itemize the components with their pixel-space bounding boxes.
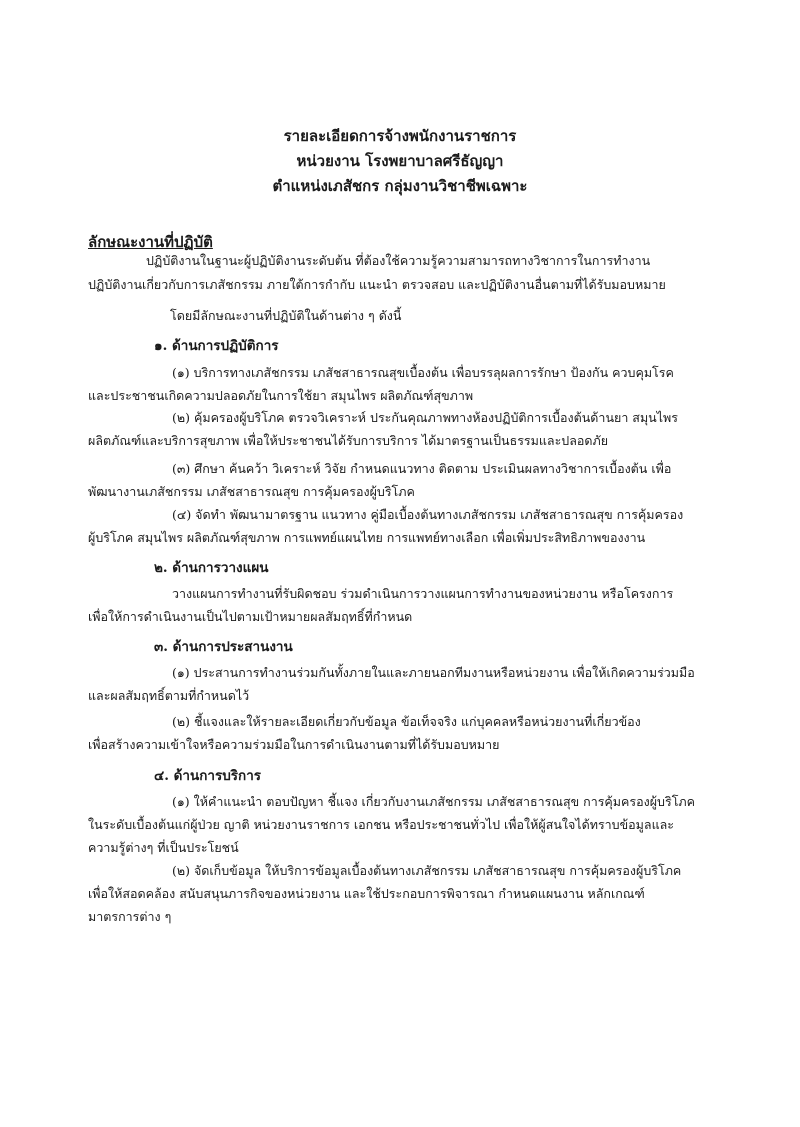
section-1-line: พัฒนางานเภสัชกรรม เภสัชสาธารณสุข การคุ้มครองผู้บริโภค xyxy=(88,484,415,499)
section-3-line: เพื่อสร้างความเข้าใจหรือความร่วมมือในการดำเนินงานตามที่ได้รับมอบหมาย xyxy=(88,737,500,752)
title-line-2: หน่วยงาน โรงพยาบาลศรีธัญญา xyxy=(296,152,504,170)
section-1-line: ผลิตภัณฑ์และบริการสุขภาพ เพื่อให้ประชาชนได้รับการบริการ ได้มาตรฐานเป็นธรรมและปลอดภัย xyxy=(88,433,609,448)
title-line-1: รายละเอียดการจ้างพนักงานราชการ xyxy=(283,127,517,145)
section-4-line: ความรู้ต่างๆ ที่เป็นประโยชน์ xyxy=(88,840,239,855)
section-4-line: ในระดับเบื้องต้นแก่ผู้ป่วย ญาติ หน่วยงานราชการ เอกชน หรือประชาชนทั่วไป เพื่อให้ผู้สนใจได้ทราบข้อมูลและ xyxy=(88,817,674,832)
section-1-heading: ๑. ด้านการปฏิบัติการ xyxy=(154,338,279,354)
intro-line-2: ปฏิบัติงานเกี่ยวกับการเภสัชกรรม ภายใต้การกำกับ แนะนำ ตรวจสอบ และปฏิบัติงานอื่นตามที่ได้รับมอบหมาย xyxy=(88,277,666,292)
section-4-heading: ๔. ด้านการบริการ xyxy=(154,768,262,784)
intro-line-3: โดยมีลักษณะงานที่ปฏิบัติในด้านต่าง ๆ ดังนี้ xyxy=(170,308,402,323)
section-2-heading: ๒. ด้านการวางแผน xyxy=(154,560,269,576)
intro-line-1: ปฏิบัติงานในฐานะผู้ปฏิบัติงานระดับต้น ที่ต้องใช้ความรู้ความสามารถทางวิชาการในการทำงาน xyxy=(146,253,651,268)
section-1-line: และประชาชนเกิดความปลอดภัยในการใช้ยา สมุนไพร ผลิตภัณฑ์สุขภาพ xyxy=(88,388,474,403)
section-3-line: (๒) ชี้แจงและให้รายละเอียดเกี่ยวกับข้อมูล ข้อเท็จจริง แก่บุคคลหรือหน่วยงานที่เกี่ยวข้อง xyxy=(172,714,641,729)
section-3-heading: ๓. ด้านการประสานงาน xyxy=(154,639,293,655)
section-2-line: วางแผนการทำงานที่รับผิดชอบ ร่วมดำเนินการวางแผนการทำงานของหน่วยงาน หรือโครงการ xyxy=(172,586,674,601)
section-4-line: (๒) จัดเก็บข้อมูล ให้บริการข้อมูลเบื้องต้นทางเภสัชกรรม เภสัชสาธารณสุข การคุ้มครองผู้บริโภค xyxy=(172,863,682,878)
section-heading: ลักษณะงานที่ปฏิบัติ xyxy=(88,233,213,251)
section-1-line: (๓) ศึกษา ค้นคว้า วิเคราะห์ วิจัย กำหนดแนวทาง ติดตาม ประเมินผลทางวิชาการเบื้องต้น เพื่อ xyxy=(172,461,672,476)
section-1-line: ผู้บริโภค สมุนไพร ผลิตภัณฑ์สุขภาพ การแพทย์แผนไทย การแพทย์ทางเลือก เพื่อเพิ่มประสิทธิภาพของงาน xyxy=(88,530,646,545)
section-2-line: เพื่อให้การดำเนินงานเป็นไปตามเป้าหมายผลสัมฤทธิ์ที่กำหนด xyxy=(88,609,413,624)
section-3-line: และผลสัมฤทธิ์ตามที่กำหนดไว้ xyxy=(88,688,250,703)
document-title xyxy=(0,124,800,199)
section-4-line: เพื่อให้สอดคล้อง สนับสนุนภารกิจของหน่วยงาน และใช้ประกอบการพิจารณา กำหนดแผนงาน หลักเกณฑ์ xyxy=(88,886,645,901)
section-1-line: (๔) จัดทำ พัฒนามาตรฐาน แนวทาง คู่มือเบื้องต้นทางเภสัชกรรม เภสัชสาธารณสุข การคุ้มครอง xyxy=(172,507,684,522)
title-line-3: ตำแหน่งเภสัชกร กลุ่มงานวิชาชีพเฉพาะ xyxy=(272,177,528,195)
section-1-line: (๒) คุ้มครองผู้บริโภค ตรวจวิเคราะห์ ประกันคุณภาพทางห้องปฏิบัติการเบื้องต้นด้านยา สมุนไพร xyxy=(172,410,678,425)
section-4-line: มาตรการต่าง ๆ xyxy=(88,909,172,924)
section-1-line: (๑) บริการทางเภสัชกรรม เภสัชสาธารณสุขเบื้องต้น เพื่อบรรลุผลการรักษา ป้องกัน ควบคุมโรค xyxy=(172,365,674,380)
section-3-line: (๑) ประสานการทำงานร่วมกันทั้งภายในและภายนอกทีมงานหรือหน่วยงาน เพื่อให้เกิดความร่วมมือ xyxy=(172,665,695,680)
section-4-line: (๑) ให้คำแนะนำ ตอบปัญหา ชี้แจง เกี่ยวกับงานเภสัชกรรม เภสัชสาธารณสุข การคุ้มครองผู้บริโภค xyxy=(172,794,696,809)
